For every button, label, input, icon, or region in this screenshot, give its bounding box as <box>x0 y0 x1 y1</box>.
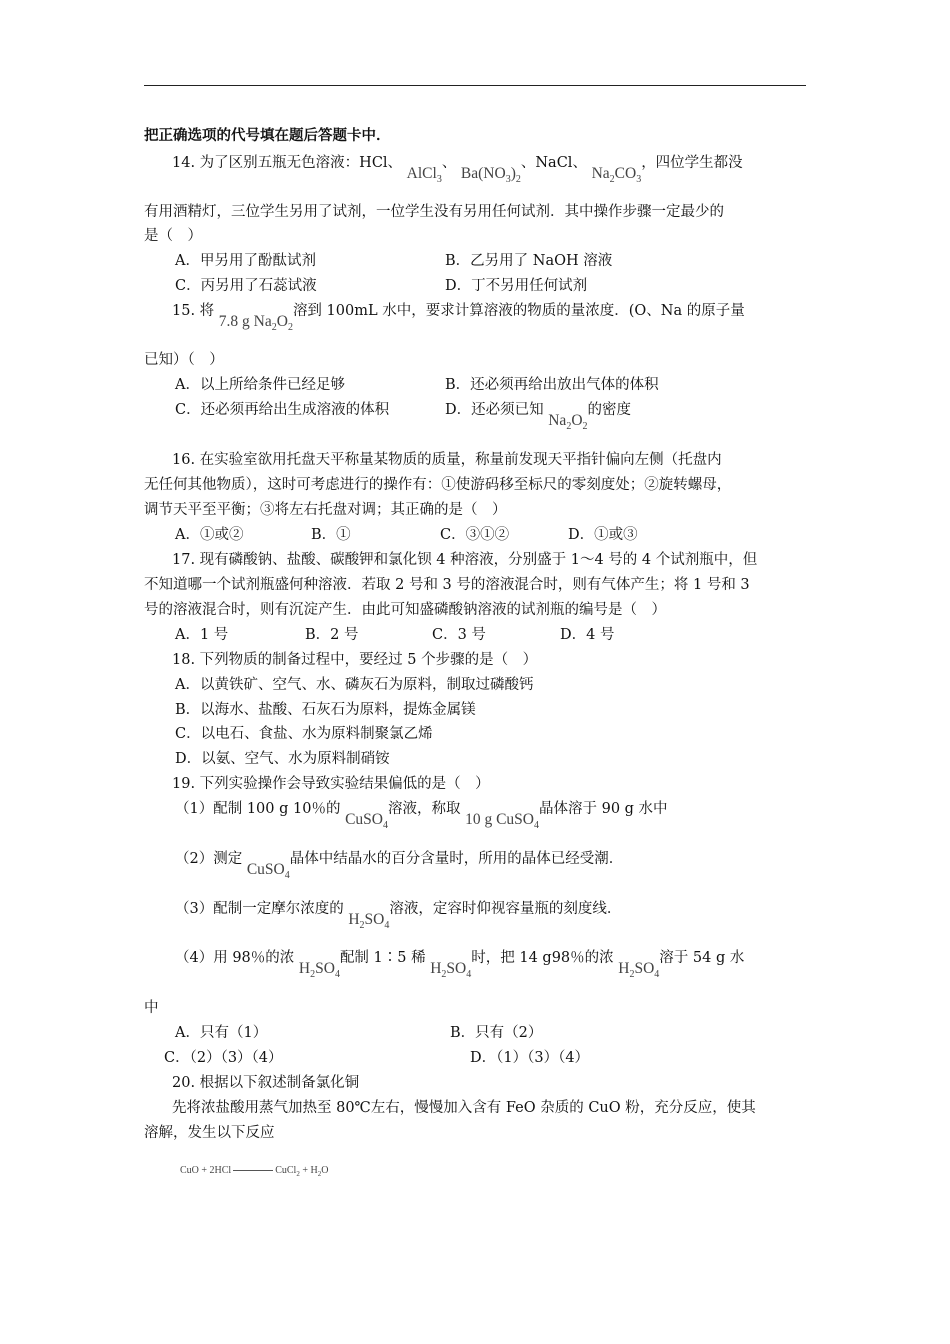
q17-line-3: 号的溶液混合时，则有沉淀产生．由此可知盛磷酸钠溶液的试剂瓶的编号是（ ） <box>144 602 666 618</box>
formula-h2so4: $H_2SO_4$ <box>348 911 390 931</box>
q15-line-1: 15. 将 7.8 g $Na_2O_2$溶到 100mL 水中，要求计算溶液的物质的量浓度．(O、Na 的原子量 <box>172 303 745 333</box>
q20-line-1: 20. 根据以下叙述制备氯化铜 <box>172 1075 360 1091</box>
q18-option-a: A．以黄铁矿、空气、水、磷灰石为原料，制取过磷酸钙 <box>175 677 534 693</box>
q19-statement-2: （2）测定 CuSO$_4$晶体中结晶水的百分含量时，所用的晶体已经受潮． <box>175 851 624 881</box>
header-rule <box>144 85 806 86</box>
formula-na2co3: $Na_2CO_3$ <box>591 165 642 185</box>
formula-10g-cuso4: 10 g CuSO$_4$ <box>465 811 539 831</box>
q18-option-c: C．以电石、食盐、水为原料制聚氯乙烯 <box>175 726 433 742</box>
formula-h2so4: $H_2SO_4$ <box>618 960 660 980</box>
formula-cuso4: CuSO$_4$ <box>246 861 290 881</box>
q19-statement-3: （3）配制一定摩尔浓度的 $H_2SO_4$溶液，定容时仰视容量瓶的刻度线． <box>175 901 622 931</box>
formula-na2o2: $Na_2O_2$ <box>548 412 588 432</box>
q14-line-3: 是（ ） <box>144 228 202 244</box>
q16-line-3: 调节天平至平衡；③将左右托盘对调；其正确的是（ ） <box>144 502 507 518</box>
q19-option-c: C．（2）（3）（4） <box>164 1050 283 1066</box>
q17-option-b: B．2 号 <box>305 627 359 643</box>
q19-statement-4-cont: 中 <box>144 1000 159 1016</box>
q18-option-d: D．以氨、空气、水为原料制硝铵 <box>175 751 390 767</box>
instruction-line: 把正确选项的代号填在题后答题卡中． <box>144 127 391 144</box>
q14-option-b: B．乙另用了 NaOH 溶液 <box>445 253 613 269</box>
q14-option-d: D．丁不另用任何试剂 <box>445 278 588 294</box>
formula-h2so4: $H_2SO_4$ <box>298 960 340 980</box>
formula-bano3: $Ba(NO_3)_2$ <box>460 165 521 185</box>
formula-cuso4: CuSO$_4$ <box>345 811 388 831</box>
q15-option-c: C．还必须再给出生成溶液的体积 <box>175 402 390 418</box>
q16-option-a: A．①或② <box>175 527 244 543</box>
q15-option-b: B．还必须再给出放出气体的体积 <box>445 377 659 393</box>
formula-h2so4: $H_2SO_4$ <box>430 960 472 980</box>
q14-option-a: A．甲另用了酚酞试剂 <box>175 253 316 269</box>
q16-line-2: 无任何其他物质），这时可考虑进行的操作有：①使游码移至标尺的零刻度处；②旋转螺母， <box>144 477 732 493</box>
q17-line-1: 17. 现有磷酸钠、盐酸、碳酸钾和氯化钡 4 种溶液，分别盛于 1～4 号的 4 个试剂瓶中，但 <box>172 552 758 568</box>
q17-option-a: A．1 号 <box>175 627 229 643</box>
q14-line-1: 14. 为了区别五瓶无色溶液：HCl、 AlCl$_3$、 $Ba(NO_3)_2$、NaCl、 $Na_2CO_3$，四位学生都没 <box>172 155 743 185</box>
q16-line-1: 16. 在实验室欲用托盘天平称量某物质的质量，称量前发现天平指针偏向左侧（托盘内 <box>172 452 722 468</box>
q18-option-b: B．以海水、盐酸、石灰石为原料，提炼金属镁 <box>175 702 476 718</box>
q16-option-b: B．① <box>311 527 351 543</box>
reaction-equation: CuO + 2HCl CuCl$_2$ + $H_2O$ <box>180 1165 329 1178</box>
q14-line-2: 有用酒精灯，三位学生另用了试剂，一位学生没有另用任何试剂．其中操作步骤一定最少的 <box>144 204 724 220</box>
q19-statement-1: （1）配制 100 g 10％的 CuSO$_4$溶液，称取 10 g CuSO$_4$晶体溶于 90 g 水中 <box>175 801 668 831</box>
q16-option-d: D．①或③ <box>568 527 638 543</box>
q16-option-c: C．③①② <box>440 527 510 543</box>
q17-option-d: D．4 号 <box>560 627 615 643</box>
q19-line-1: 19. 下列实验操作会导致实验结果偏低的是（ ） <box>172 776 490 792</box>
q15-option-d: D．还必须已知 $Na_2O_2$的密度 <box>445 402 632 432</box>
q18-line-1: 18. 下列物质的制备过程中，要经过 5 个步骤的是（ ） <box>172 652 538 668</box>
q19-option-b: B．只有（2） <box>450 1025 543 1041</box>
q17-line-2: 不知道哪一个试剂瓶盛何种溶液．若取 2 号和 3 号的溶液混合时，则有气体产生；将 1 号和 3 <box>144 577 750 593</box>
q15-line-2: 已知）（ ） <box>144 352 224 368</box>
equation-equals-line <box>233 1170 273 1171</box>
q15-option-a: A．以上所给条件已经足够 <box>175 377 345 393</box>
q19-option-a: A．只有（1） <box>175 1025 268 1041</box>
formula-na2o2-mass: 7.8 g $Na_2O_2$ <box>218 313 293 333</box>
q14-option-c: C．丙另用了石蕊试液 <box>175 278 317 294</box>
q20-line-2: 先将浓盐酸用蒸气加热至 80℃左右，慢慢加入含有 FeO 杂质的 CuO 粉，充分反应，使其 <box>172 1100 756 1116</box>
q17-option-c: C．3 号 <box>432 627 486 643</box>
q19-option-d: D．（1）（3）（4） <box>470 1050 590 1066</box>
q20-line-3: 溶解，发生以下反应 <box>144 1125 275 1141</box>
q19-statement-4: （4）用 98％的浓 $H_2SO_4$配制 1∶5 稀 $H_2SO_4$时，把 14 g98％的浓 $H_2SO_4$溶于 54 g 水 <box>175 950 745 980</box>
formula-alcl3: AlCl$_3$ <box>406 165 442 185</box>
